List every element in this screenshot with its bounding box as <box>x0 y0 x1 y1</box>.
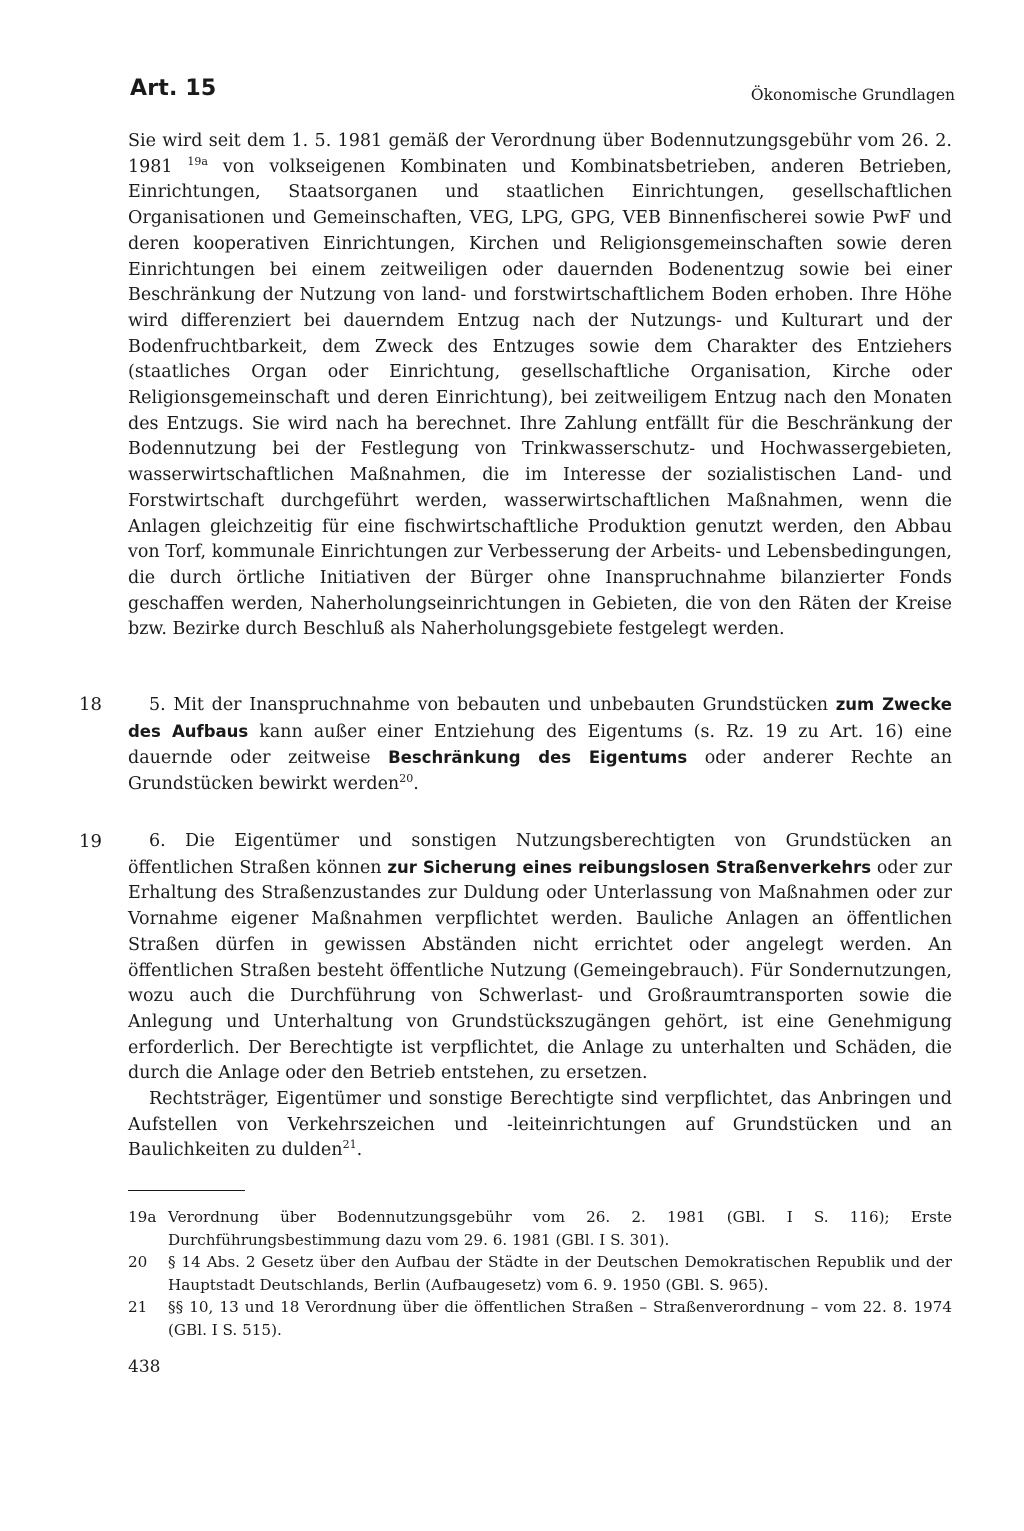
footnote-item <box>128 1251 952 1296</box>
paragraph-text: Rechtsträger, Eigentümer und sonstige Berechtigte sind verpflichtet, das Anbringen und Aufstellen von Verkehrszeichen und -leiteinrichtungen auf Grundstücken und an Baulichkeiten zu dulden$^{21}$. <box>128 1089 952 1161</box>
section-heading: Ökonomische Grundlagen <box>750 86 955 104</box>
footnote-item <box>128 1206 952 1251</box>
paragraph-text: 6. Die Eigentümer und sonstigen Nutzungsberechtigten von Grundstücken an öffentlichen Straßen können zur Sicherung eines reibungslosen Straßenverkehrs oder zur Erhaltung des Straßenzustandes zur Duldung oder Unterlassung von Maßnahmen oder zur Vornahme eigener Maßnahmen verpflichtet werden. Bauliche Anlagen an öffentlichen Straßen dürfen in gewissen Abständen nicht errichtet oder angelegt werden. An öffentlichen Straßen besteht öffentliche Nutzung (Gemeingebrauch). Für Sondernutzungen, wozu auch die Durchführung von Schwerlast- und Großraumtransporten sowie die Anlegung und Unterhaltung von Grundstückszugängen gehört, ist eine Genehmigung erforderlich. Der Berechtigte ist verpflichtet, die Anlage zu unterhalten und Schäden, die durch die Anlage oder den Betrieb entstehen, zu ersetzen. <box>128 831 953 1084</box>
footnote-number: 21 <box>128 1298 148 1316</box>
paragraph-text: Sie wird seit dem 1. 5. 1981 gemäß der Verordnung über Bodennutzungsgebühr vom 26. 2. 1981 $^{19a}$ von volkseigenen Kombinaten und Kombinatsbetrieben, anderen Betrieben, Einrichtungen, Staatsorganen und staatlichen Einrichtungen, gesellschaftlichen Organisationen und Gemeinschaften, VEG, LPG, GPG, VEB Binnenfischerei sowie PwF und deren kooperativen Einrichtungen, Kirchen und Religionsgemeinschaften sowie deren Einrichtungen bei einem zeitweiligen oder dauernden Bodenentzug sowie bei einer Beschränkung der Nutzung von land- und forstwirtschaftlichem Boden erhoben. Ihre Höhe wird differenziert bei dauerndem Entzug nach der Nutzungs- und Kulturart und der Bodenfruchtbarkeit, dem Zweck des Entzuges sowie dem Charakter des Entziehers (staatliches Organ oder Einrichtung, gesellschaftliche Organisation, Kirche oder Religionsgemeinschaft und deren Einrichtung), bei zeitweiligem Entzug nach den Monaten des Entzugs. Sie wird nach ha berechnet. Ihre Zahlung entfällt für die Beschränkung der Bodennutzung bei der Festlegung von Trinkwasserschutz- und Hochwassergebieten, wasserwirtschaftlichen Maßnahmen, die im Interesse der sozialistischen Land- und Forstwirtschaft durchgeführt werden, wasserwirtschaftlichen Maßnahmen, wenn die Anlagen gleichzeitig für eine fischwirtschaftliche Produktion genutzt werden, den Abbau von Torf, kommunale Einrichtungen zur Verbesserung der Arbeits- und Lebensbedingungen, die durch örtliche Initiativen der Bürger ohne Inanspruchnahme bilanzierter Fonds geschaffen werden, Naherholungseinrichtungen in Gebieten, die von den Räten der Kreise bzw. Bezirke durch Beschluß als Naherholungsgebiete festgelegt werden. <box>128 131 952 640</box>
paragraph-18 <box>128 692 952 798</box>
bold-phrase: Beschränkung des Eigentums <box>388 748 688 768</box>
footnote-text: §§ 10, 13 und 18 Verordnung über die öffentlichen Straßen – Straßenverordnung – vom 22. 8. 1974 (GBl. I S. 515). <box>168 1298 952 1339</box>
paragraph-text: 5. Mit der Inanspruchnahme von bebauten und unbebauten Grundstücken zum Zwecke des Aufbaus kann außer einer Entziehung des Eigentums (s. Rz. 19 zu Art. 16) eine dauernde oder zeitweise Beschränkung des Eigentums oder anderer Rechte an Grundstücken bewirkt werden$^{20}$. <box>128 695 953 795</box>
page-number: 438 <box>128 1357 161 1377</box>
paragraph-19 <box>128 829 952 1164</box>
footnotes <box>128 1206 952 1341</box>
footnote-item <box>128 1296 952 1341</box>
footnote-number: 19a <box>128 1208 157 1226</box>
footnote-ref: 19a <box>187 154 208 168</box>
margin-number-18: 18 <box>79 694 102 715</box>
margin-number-19: 19 <box>79 831 102 852</box>
article-heading: Art. 15 <box>130 76 217 101</box>
footnote-ref: 20 <box>399 772 414 786</box>
footnote-separator <box>128 1190 245 1191</box>
bold-phrase: zum Zwecke des Aufbaus <box>128 695 952 741</box>
bold-phrase: zur Sicherung eines reibungslosen Straßenverkehrs <box>387 857 872 877</box>
footnote-number: 20 <box>128 1253 148 1271</box>
paragraph-continuation <box>128 129 952 643</box>
footnote-text: Verordnung über Bodennutzungsgebühr vom 26. 2. 1981 (GBl. I S. 116); Erste Durchführungsbestimmung dazu vom 29. 6. 1981 (GBl. I S. 301). <box>168 1208 952 1249</box>
footnote-ref: 21 <box>342 1138 357 1152</box>
footnote-text: § 14 Abs. 2 Gesetz über den Aufbau der Städte in der Deutschen Demokratischen Republik und der Hauptstadt Deutschlands, Berlin (Aufbaugesetz) vom 6. 9. 1950 (GBl. S. 965). <box>168 1253 952 1294</box>
